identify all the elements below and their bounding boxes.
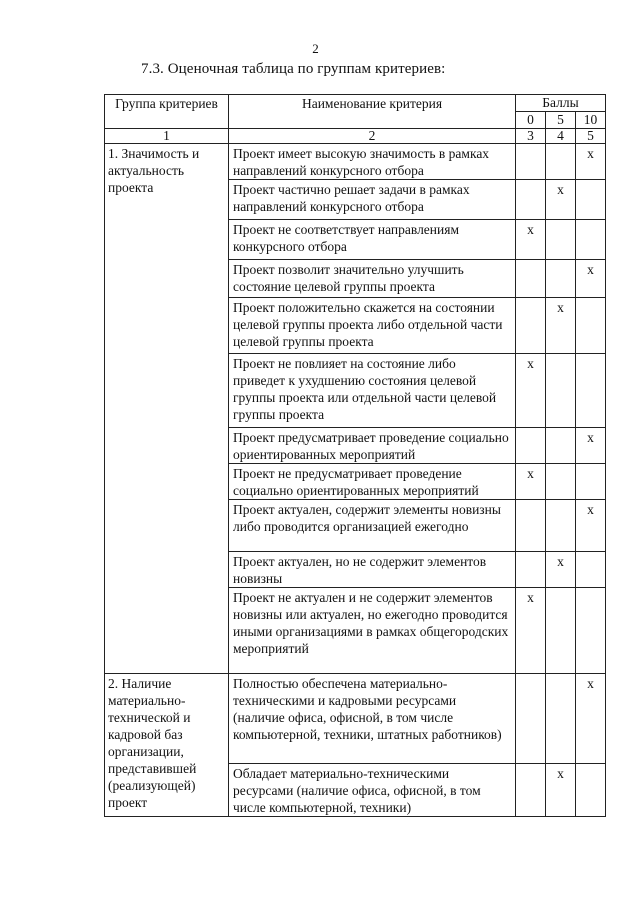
score-mark-10 [576, 764, 606, 817]
column-number: 5 [576, 129, 606, 144]
header-points: Баллы [516, 95, 606, 112]
score-mark-0 [516, 298, 546, 354]
score-mark-0 [516, 144, 546, 180]
score-mark-0 [516, 260, 546, 298]
criteria-group-name: 1. Значимость и актуальность проекта [105, 144, 229, 674]
criterion-text: Проект позволит значительно улучшить состояние целевой группы проекта [229, 260, 516, 298]
score-mark-5 [546, 500, 576, 552]
score-mark-10 [576, 220, 606, 260]
criterion-text: Проект не соответствует направлениям конкурсного отбора [229, 220, 516, 260]
column-number: 1 [105, 129, 229, 144]
score-mark-0: x [516, 220, 546, 260]
page-number: 2 [312, 41, 319, 56]
score-mark-0 [516, 500, 546, 552]
column-number: 2 [229, 129, 516, 144]
criterion-text: Проект имеет высокую значимость в рамках направлений конкурсного отбора [229, 144, 516, 180]
score-mark-0 [516, 552, 546, 588]
criteria-group-name: 2. Наличие материально-технической и кадровой баз организации, представившей (реализующей) проект [105, 674, 229, 817]
score-mark-0 [516, 674, 546, 764]
criterion-text: Проект не повлияет на состояние либо приведет к ухудшению состояния целевой группы проекта или отдельной части целевой группы проекта [229, 354, 516, 428]
score-mark-0 [516, 428, 546, 464]
score-mark-5: x [546, 552, 576, 588]
score-mark-10: x [576, 674, 606, 764]
score-mark-0 [516, 180, 546, 220]
table-row [105, 674, 606, 764]
header-points-5: 5 [546, 112, 576, 129]
score-mark-10: x [576, 260, 606, 298]
criteria-table [104, 94, 606, 817]
score-mark-5: x [546, 764, 576, 817]
score-mark-0: x [516, 464, 546, 500]
score-mark-5 [546, 588, 576, 674]
column-number: 3 [516, 129, 546, 144]
section-heading: 7.3. Оценочная таблица по группам критериев: [141, 61, 446, 77]
header-points-0: 0 [516, 112, 546, 129]
header-group: Группа критериев [105, 95, 229, 129]
score-mark-0 [516, 764, 546, 817]
score-mark-5 [546, 220, 576, 260]
header-criterion: Наименование критерия [229, 95, 516, 129]
score-mark-5 [546, 354, 576, 428]
score-mark-5 [546, 260, 576, 298]
criterion-text: Проект положительно скажется на состоянии целевой группы проекта либо отдельной части целевой группы проекта [229, 298, 516, 354]
score-mark-10 [576, 298, 606, 354]
score-mark-0: x [516, 354, 546, 428]
score-mark-0: x [516, 588, 546, 674]
table-row [105, 144, 606, 180]
criterion-text: Проект актуален, содержит элементы новизны либо проводится организацией ежегодно [229, 500, 516, 552]
criterion-text: Проект актуален, но не содержит элементов новизны [229, 552, 516, 588]
score-mark-5 [546, 464, 576, 500]
header-points-10: 10 [576, 112, 606, 129]
score-mark-10 [576, 464, 606, 500]
criterion-text: Проект предусматривает проведение социально ориентированных мероприятий [229, 428, 516, 464]
criterion-text: Проект не предусматривает проведение социально ориентированных мероприятий [229, 464, 516, 500]
score-mark-5 [546, 144, 576, 180]
score-mark-10: x [576, 428, 606, 464]
criterion-text: Проект не актуален и не содержит элементов новизны или актуален, но ежегодно проводится иными организациями в рамках общегородских мероприятий [229, 588, 516, 674]
column-number: 4 [546, 129, 576, 144]
score-mark-5: x [546, 180, 576, 220]
score-mark-5 [546, 428, 576, 464]
score-mark-10 [576, 354, 606, 428]
score-mark-10: x [576, 500, 606, 552]
criterion-text: Проект частично решает задачи в рамках направлений конкурсного отбора [229, 180, 516, 220]
score-mark-5 [546, 674, 576, 764]
score-mark-10 [576, 180, 606, 220]
criterion-text: Полностью обеспечена материально-техническими и кадровыми ресурсами (наличие офиса, офисной, в том числе компьютерной, техники, штатных работников) [229, 674, 516, 764]
score-mark-10: x [576, 144, 606, 180]
score-mark-5: x [546, 298, 576, 354]
score-mark-10 [576, 552, 606, 588]
criterion-text: Обладает материально-техническими ресурсами (наличие офиса, офисной, в том числе компьютерной, техники) [229, 764, 516, 817]
score-mark-10 [576, 588, 606, 674]
